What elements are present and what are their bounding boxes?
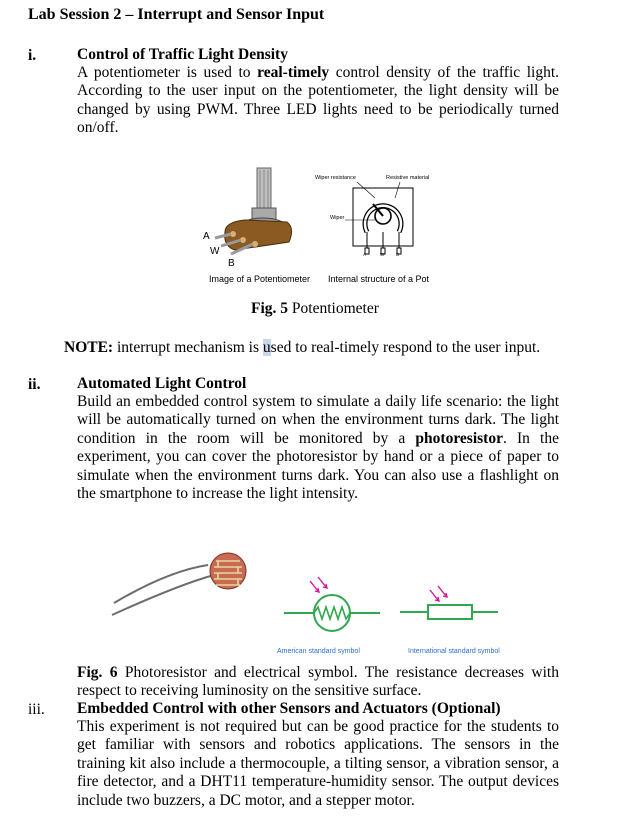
section-number-2: ii. (28, 376, 41, 393)
american-photoresistor-symbol (282, 575, 382, 645)
section-number-3: iii. (28, 701, 45, 718)
pin-a-label: A (363, 252, 367, 257)
pot-label-a: A (203, 231, 210, 242)
fig6-caption: Fig. 6 Photoresistor and electrical symbol. The resistance decreases with respect to receiving luminosity on the sensitive surface. (77, 664, 559, 700)
note-text: NOTE: interrupt mechanism is used to real-timely respond to the user input. (64, 339, 541, 356)
section-paragraph-2: Build an embedded control system to simulate a daily life scenario: the light will be automatically turned on when the environment turns dark. The light condition in the room will be monitored by a photoresistor. In the experiment, you can cover the photoresistor by hand or a piece of paper to simulate when the environment turns dark. You can also use a flashlight on the smartphone to increase the light intensity. (77, 393, 559, 503)
pot-label-b: B (228, 258, 235, 269)
wiper-label: Wiper (330, 215, 345, 221)
fig5-caption: Fig. 5 Potentiometer (251, 300, 379, 317)
section-heading-3: Embedded Control with other Sensors and Actuators (Optional) (77, 700, 501, 717)
international-symbol-label: International standard symbol (408, 648, 500, 655)
pin-w-label: W (380, 252, 385, 257)
resistive-material-label: Resistive material (386, 175, 430, 181)
wiper-resistance-label: Wiper resistance (315, 175, 356, 181)
page-title: Lab Session 2 – Interrupt and Sensor Input (28, 6, 325, 23)
section-heading-1: Control of Traffic Light Density (77, 46, 288, 63)
international-photoresistor-symbol (398, 580, 498, 630)
section-number-1: i. (28, 47, 37, 64)
photoresistor-image (108, 545, 258, 625)
pin-b-label: B (396, 252, 400, 257)
section-paragraph-3: This experiment is not required but can be good practice for the students to get familiar with sensors and robotics applications. The sensors in the training kit also include a thermocouple, a tilting sensor, a vibration sensor, a fire detector, and a DHT11 temperature-humidity sensor. The output devices include two buzzers, a DC motor, and a stepper motor. (77, 718, 559, 809)
section-heading-2: Automated Light Control (77, 375, 247, 392)
section-paragraph-1: A potentiometer is used to real-timely control density of the traffic light. According to the user input on the potentiometer, the light density will be changed by using PWM. Three LED lights need to be periodically turned on/off. (77, 64, 559, 137)
pot-image-caption: Image of a Potentiometer (209, 274, 311, 284)
american-symbol-label: American standard symbol (277, 648, 360, 655)
pot-internal-diagram (345, 180, 435, 260)
pot-internal-caption: Internal structure of a Pot (328, 274, 430, 284)
pot-label-w: W (210, 246, 220, 257)
